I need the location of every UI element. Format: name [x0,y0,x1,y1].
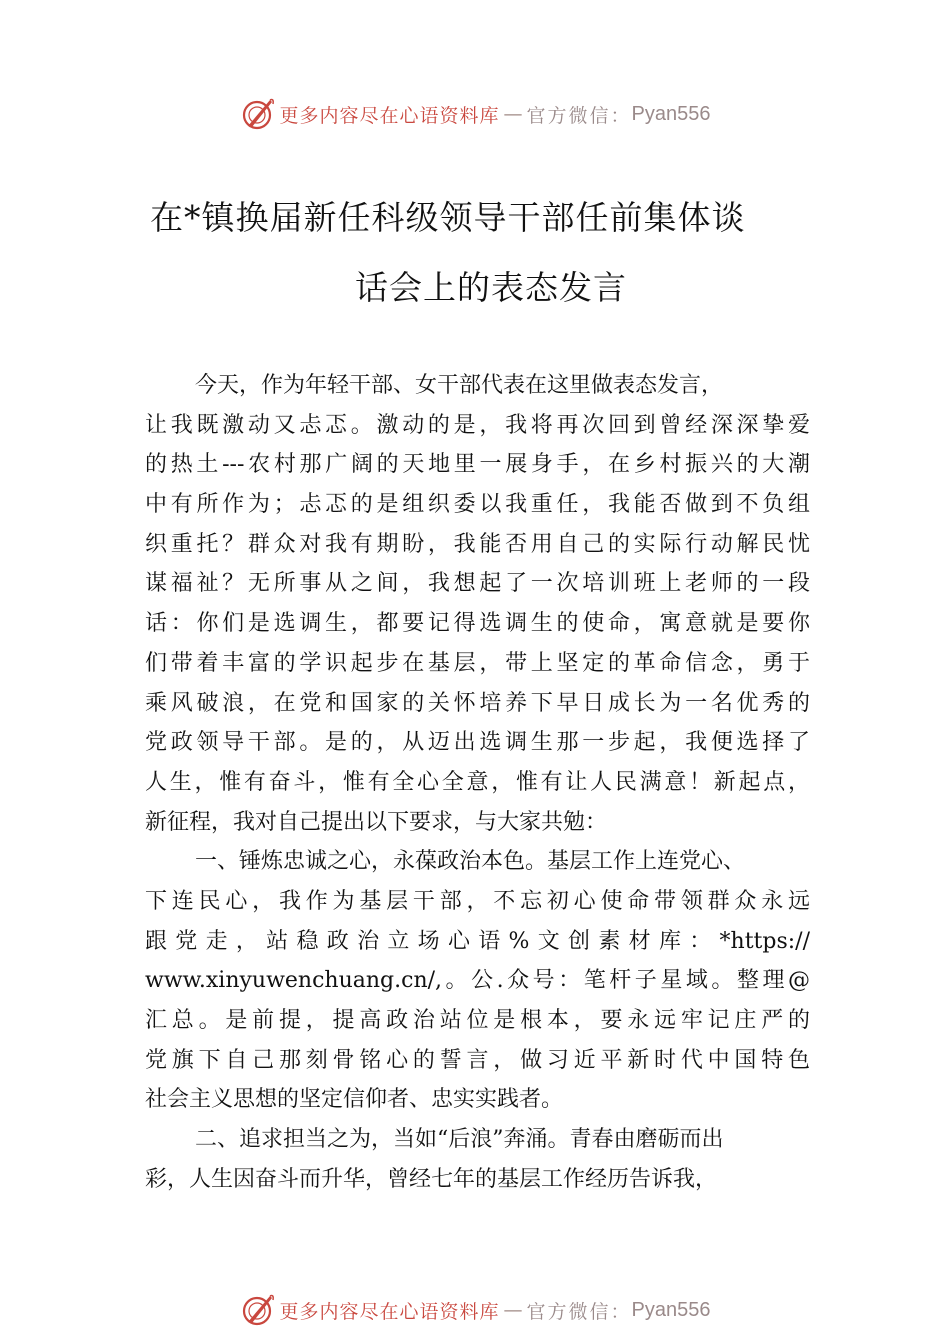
footer-watermark [0,1290,950,1330]
body-line: 二、追求担当之为，当如“后浪”奔涌。青春由磨砺而出 [195,1127,724,1153]
body-line: 下连民心，我作为基层干部，不忘初心使命带领群众永远 [145,888,810,914]
document-title-line-2: 话会上的表态发言 [355,268,627,307]
document-body [145,366,810,1199]
body-line: 话：你们是选调生，都要记得选调生的使命，寓意就是要你 [145,611,810,637]
body-line: 们带着丰富的学识起步在基层，带上坚定的革命信念，勇于 [145,650,810,676]
body-line: 社会主义思想的坚定信仰者、忠实实践者。 [145,1087,564,1113]
body-line: www.xinyuwenchuang.cn/,。公.众号：笔杆子星域。整理@ [145,968,810,994]
watermark-wechat-id: Pyan556 [631,102,711,125]
watermark-wechat-id: Pyan556 [631,1298,711,1321]
body-line: 乘风破浪，在党和国家的关怀培养下早日成长为一名优秀的 [145,690,810,716]
body-line: 中有所作为；忐忑的是组织委以我重任，我能否做到不负组 [145,492,810,518]
body-line: 的热土---农村那广阔的天地里一展身手，在乡村振兴的大潮 [145,452,810,478]
watermark-dash: — [503,103,523,125]
body-line: 跟党走，站稳政治立场心语%文创素材库：*https:// [145,928,810,954]
watermark-contact-label: 官方微信： [526,1300,632,1323]
body-line: 让我既激动又忐忑。激动的是，我将再次回到曾经深深挚爱 [145,412,810,438]
body-line: 谋福祉？无所事从之间，我想起了一次培训班上老师的一段 [145,571,810,597]
header-watermark [0,94,950,134]
watermark-brand: 更多内容尽在心语资料库 [279,1300,500,1323]
body-line: 人生，惟有奋斗，惟有全心全意，惟有让人民满意！新起点， [145,769,810,795]
body-line: 织重托？群众对我有期盼，我能否用自己的实际行动解民忧 [145,531,810,557]
body-line: 党旗下自己那刻骨铭心的誓言，做习近平新时代中国特色 [145,1047,810,1073]
watermark-brand: 更多内容尽在心语资料库 [279,104,500,127]
watermark-contact-label: 官方微信： [526,104,632,127]
body-line: 一、锤炼忠诚之心，永葆政治本色。基层工作上连党心、 [195,849,746,875]
body-line: 汇总。是前提，提高政治站位是根本，要永远牢记庄严的 [145,1008,810,1033]
body-line: 今天，作为年轻干部、女干部代表在这里做表态发言， [195,373,724,398]
quill-pen-seal-icon [240,96,276,132]
body-line: 彩，人生因奋斗而升华，曾经七年的基层工作经历告诉我， [145,1166,718,1192]
watermark-dash: — [503,1299,523,1321]
quill-pen-seal-icon [240,1292,276,1328]
document-title-line-1: 在*镇换届新任科级领导干部任前集体谈 [150,198,746,237]
body-line: 新征程，我对自己提出以下要求，与大家共勉： [145,809,608,835]
body-line: 党政领导干部。是的，从迈出选调生那一步起，我便选择了 [145,730,810,756]
